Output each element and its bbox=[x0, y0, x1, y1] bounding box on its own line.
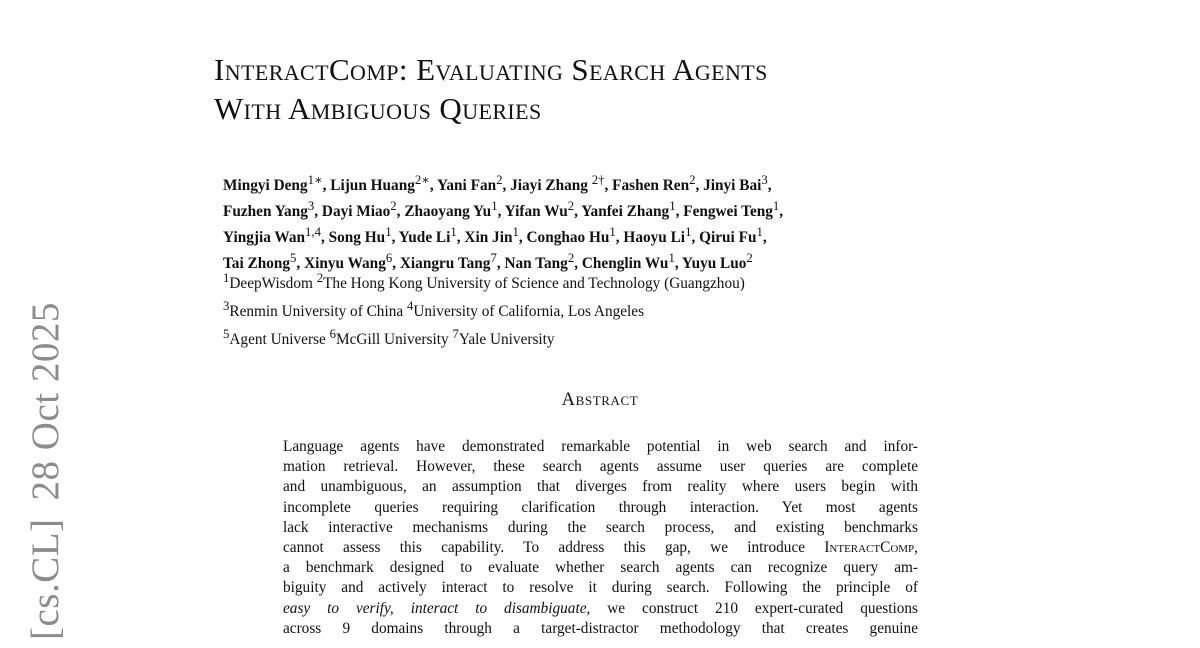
arxiv-date: 28 Oct 2025 bbox=[24, 302, 67, 501]
author-affiliation-mark: 6 bbox=[385, 251, 393, 266]
author-separator: , bbox=[762, 229, 767, 247]
affiliation-line bbox=[223, 267, 983, 295]
affiliation-name: University of California, Los Angeles bbox=[413, 303, 645, 321]
author-name: Song Hu bbox=[328, 229, 386, 247]
author-affiliation-mark: 2† bbox=[591, 173, 605, 187]
author-separator: , bbox=[456, 229, 465, 247]
author-affiliation-mark: 2 bbox=[390, 199, 397, 214]
author-separator: , bbox=[502, 177, 511, 195]
author-name: Yingjia Wan bbox=[223, 229, 306, 247]
author-separator: , bbox=[396, 203, 405, 221]
affiliation-mark: 2 bbox=[316, 271, 324, 285]
author-line bbox=[223, 170, 983, 196]
author-affiliation-mark: 1 bbox=[609, 225, 616, 240]
benchmark-name: InteractComp bbox=[824, 538, 915, 556]
arxiv-category: [cs.CL] bbox=[24, 518, 67, 640]
author-name: Yuyu Luo bbox=[681, 255, 747, 273]
author-name: Yanfei Zhang bbox=[581, 203, 670, 221]
author-affiliation-mark: 1 bbox=[668, 251, 675, 266]
author-name: Conghao Hu bbox=[526, 229, 610, 247]
affiliation-name: The Hong Kong University of Science and Technology (Guangzhou) bbox=[323, 275, 745, 293]
author-name: Jiayi Zhang bbox=[510, 177, 592, 195]
affiliation-name: Agent Universe bbox=[229, 331, 330, 349]
author-line bbox=[223, 196, 983, 222]
author-affiliation-mark: 1 bbox=[685, 225, 692, 240]
author-separator: , bbox=[695, 177, 704, 195]
author-separator: , bbox=[779, 203, 784, 221]
author-name: Yude Li bbox=[398, 229, 451, 247]
affiliation-line bbox=[223, 295, 983, 323]
affiliation-name: DeepWisdom bbox=[229, 275, 317, 293]
author-name: Fuzhen Yang bbox=[223, 203, 308, 221]
affiliation-line bbox=[223, 323, 983, 351]
author-affiliation-mark: 2 bbox=[567, 199, 575, 214]
author-affiliation-mark: 7 bbox=[490, 251, 497, 266]
abstract-line: incomplete queries requiring clarification through interaction. Yet most agents bbox=[283, 498, 918, 516]
author-name: Jinyi Bai bbox=[703, 177, 762, 195]
author-name: Xiangru Tang bbox=[399, 255, 491, 273]
author-name: Dayi Miao bbox=[321, 203, 391, 221]
abstract-heading bbox=[0, 390, 1200, 411]
author-name: Yani Fan bbox=[437, 177, 497, 195]
author-affiliation-mark: 3 bbox=[761, 173, 768, 187]
arxiv-side-stamp bbox=[26, 302, 65, 640]
author-affiliation-mark: 1 bbox=[385, 225, 392, 240]
abstract-line: easy to verify, interact to disambiguate, we construct 210 expert-curated questions bbox=[283, 599, 918, 617]
author-separator: , bbox=[691, 229, 700, 247]
title-line-1: InteractComp: Evaluating Search Agents bbox=[214, 52, 768, 87]
affiliation-mark: 7 bbox=[452, 327, 459, 342]
author-separator: , bbox=[429, 177, 438, 195]
author-name: Zhaoyang Yu bbox=[404, 203, 492, 221]
author-affiliation-mark: 1 bbox=[669, 199, 676, 214]
author-name: Fengwei Teng bbox=[683, 203, 773, 221]
affiliation-mark: 5 bbox=[223, 327, 230, 342]
author-name: Fashen Ren bbox=[612, 177, 690, 195]
author-affiliation-mark: 2 bbox=[496, 173, 503, 187]
author-name: Haoyu Li bbox=[623, 229, 686, 247]
author-name: Xinyu Wang bbox=[304, 255, 386, 273]
author-separator: , bbox=[674, 255, 682, 273]
abstract-line: mation retrieval. However, these search agents assume user queries are complete bbox=[283, 458, 918, 476]
affiliation-mark: 3 bbox=[223, 299, 230, 314]
author-affiliation-mark: 2 bbox=[689, 173, 696, 187]
author-separator: , bbox=[574, 255, 582, 273]
abstract-line: and unambiguous, an assumption that diverges from reality where users begin with bbox=[283, 478, 918, 496]
author-affiliation-mark: 2 bbox=[567, 251, 575, 266]
author-affiliation-mark: 3 bbox=[307, 199, 315, 214]
affiliation-mark: 4 bbox=[406, 299, 414, 314]
author-separator: , bbox=[574, 203, 582, 221]
author-separator: , bbox=[320, 229, 329, 247]
author-separator: , bbox=[615, 229, 624, 247]
author-line bbox=[223, 222, 983, 248]
author-affiliation-mark: 1 bbox=[491, 199, 498, 214]
author-separator: , bbox=[496, 255, 505, 273]
author-separator: , bbox=[518, 229, 527, 247]
affiliation-name: McGill University bbox=[336, 331, 453, 349]
author-name: Mingyi Deng bbox=[223, 177, 308, 195]
author-affiliation-mark: 1 bbox=[756, 225, 763, 240]
author-name: Xin Jin bbox=[464, 229, 513, 247]
author-affiliation-mark: 2 bbox=[746, 251, 753, 266]
author-separator: , bbox=[296, 255, 305, 273]
author-affiliation-mark: 1∗ bbox=[307, 173, 323, 187]
author-separator: , bbox=[392, 255, 400, 273]
abstract-line: a benchmark designed to evaluate whether search agents can recognize query am- bbox=[283, 559, 918, 577]
author-separator: , bbox=[675, 203, 684, 221]
author-name: Qirui Fu bbox=[699, 229, 757, 247]
title-line-2: With Ambiguous Queries bbox=[214, 91, 542, 126]
affiliation-mark: 1 bbox=[223, 271, 230, 285]
abstract-line: across 9 domains through a target-distractor methodology that creates genuine bbox=[283, 619, 918, 637]
author-affiliation-mark: 5 bbox=[290, 251, 297, 266]
author-name: Chenglin Wu bbox=[581, 255, 669, 273]
affiliation-name: Renmin University of China bbox=[229, 303, 407, 321]
author-separator: , bbox=[391, 229, 399, 247]
abstract-body bbox=[283, 437, 918, 639]
abstract-line: biguity and actively interact to resolve it during search. Following the principle of bbox=[283, 579, 918, 597]
author-affiliation-mark: 1 bbox=[772, 199, 780, 214]
author-separator: , bbox=[497, 203, 505, 221]
emphasized-phrase: easy to verify, interact to disambiguate bbox=[283, 599, 587, 617]
author-separator: , bbox=[322, 177, 331, 195]
author-separator: , bbox=[604, 177, 613, 195]
abstract-heading-text: Abstract bbox=[561, 390, 639, 410]
author-name: Lijun Huang bbox=[330, 177, 415, 195]
abstract-line: lack interactive mechanisms during the search process, and existing benchmarks bbox=[283, 518, 918, 536]
paper-title bbox=[214, 50, 974, 128]
abstract-line: cannot assess this capability. To address this gap, we introduce InteractComp, bbox=[283, 538, 918, 556]
affiliation-list bbox=[223, 267, 983, 351]
abstract-line: Language agents have demonstrated remarkable potential in web search and infor- bbox=[283, 438, 918, 455]
affiliation-name: Yale University bbox=[458, 331, 555, 349]
author-affiliation-mark: 1 bbox=[512, 225, 519, 240]
author-name: Yifan Wu bbox=[504, 203, 568, 221]
author-name: Tai Zhong bbox=[223, 255, 291, 273]
author-affiliation-mark: 1 bbox=[450, 225, 457, 240]
author-separator: , bbox=[314, 203, 322, 221]
affiliation-mark: 6 bbox=[329, 327, 337, 342]
author-list bbox=[223, 170, 983, 274]
author-affiliation-mark: 1,4 bbox=[305, 225, 321, 240]
author-affiliation-mark: 2∗ bbox=[414, 173, 430, 187]
author-separator: , bbox=[767, 177, 772, 195]
author-name: Nan Tang bbox=[504, 255, 568, 273]
